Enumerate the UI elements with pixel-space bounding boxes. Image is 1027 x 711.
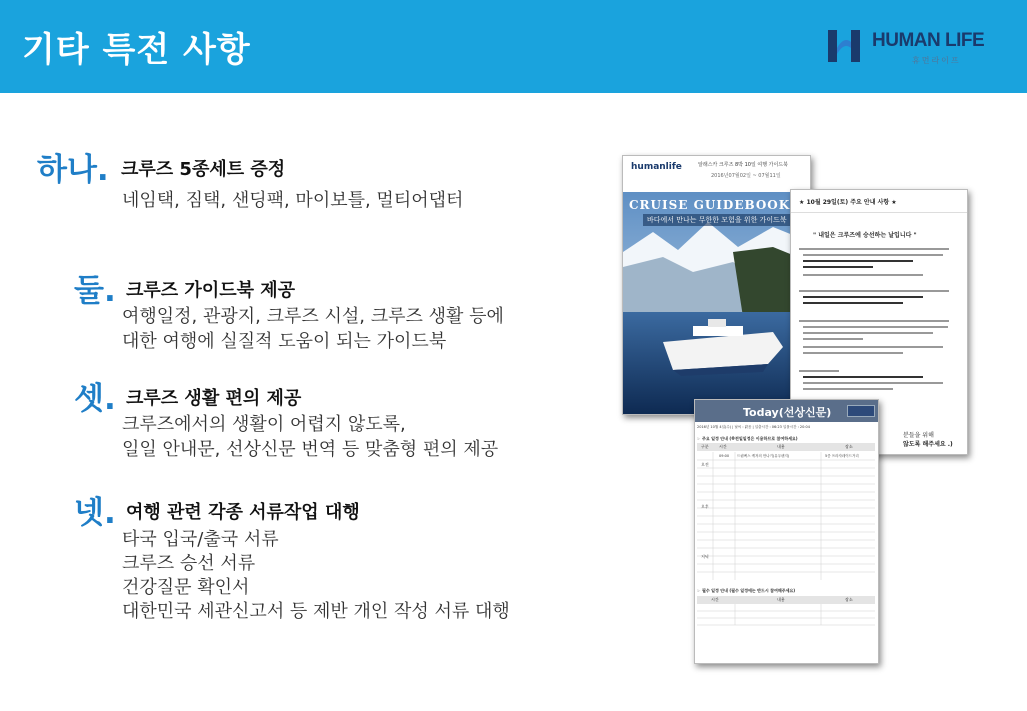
guidebook-title: CRUISE GUIDEBOOK (629, 198, 791, 212)
guidebook-brand: humanlife (631, 162, 682, 172)
notice-closing-2: 않도록 해주세요 .) (903, 441, 953, 448)
logo-h-icon (826, 26, 862, 66)
section-1-number: 하나. (37, 152, 109, 188)
schedule-first-item: 드림팩스 케저의 만나기(뮤우팬지) (737, 454, 790, 458)
section-3-number: 셋. (74, 381, 116, 417)
section-2-title: 크루즈 가이드북 제공 (126, 280, 296, 301)
period-evening: 저녁 (701, 554, 709, 559)
guidebook-cover-image (622, 155, 811, 415)
required-table-grid (697, 604, 875, 626)
period-morning: 오전 (701, 462, 709, 467)
section-3-title: 크루즈 생활 편의 제공 (126, 388, 302, 409)
guidebook-subtitle: 바다에서 만나는 무한한 모험을 위한 가이드북 (643, 214, 791, 226)
section-3-line: 크루즈에서의 생활이 어렵지 않도록, (122, 414, 406, 435)
section-4-line: 건강질문 확인서 (122, 577, 250, 598)
logo-subtext: 휴먼라이프 (912, 56, 961, 65)
section-4-line: 타국 입국/출국 서류 (122, 529, 279, 550)
col-category: 구분 (701, 444, 709, 449)
section-1-title: 크루즈 5종세트 증정 (121, 159, 286, 180)
section-4-line: 대한민국 세관신고서 등 제반 개인 작성 서류 대행 (122, 601, 510, 622)
guidebook-heading: 알래스카 크루즈 8박 10일 여행 가이드북 (698, 162, 788, 168)
newspaper-section-2: ☞ 필수 일정 안내 (필수 일정에는 반드시 참여해주세요) (697, 588, 796, 593)
section-2-line: 여행일정, 관광지, 크루즈 시설, 크루즈 생활 등에 (122, 306, 504, 327)
logo-text: HUMAN LIFE (872, 30, 985, 51)
col-time: 시간 (719, 444, 727, 449)
section-4-title: 여행 관련 각종 서류작업 대행 (126, 502, 360, 523)
schedule-first-time: 09:00 (719, 454, 730, 458)
ship-newspaper-document (694, 399, 879, 664)
page-title: 기타 특전 사항 (22, 30, 251, 70)
guidebook-dates: 2016년07월02일 ~ 07월11일 (711, 173, 781, 179)
section-1-line: 네임택, 짐택, 샌딩팩, 마이보틀, 멀티어댑터 (122, 190, 464, 211)
section-3-line: 일일 안내문, 선상신문 번역 등 맞춤형 편의 제공 (122, 439, 499, 460)
notice-closing: 분들을 위해 (903, 432, 934, 439)
col-place: 장소 (845, 444, 853, 449)
col-content: 내용 (777, 444, 785, 449)
col2-time: 시간 (711, 597, 719, 602)
header-bar (0, 0, 1027, 93)
section-2-line: 대한 여행에 실질적 도움이 되는 가이드북 (122, 331, 447, 352)
col2-content: 내용 (777, 597, 785, 602)
newspaper-section-1: ☞ 주요 일정 안내 (※전일일정은 이용하므로 참여하세요) (697, 436, 798, 441)
notice-title: " 내일은 크루즈에 승선하는 날입니다 " (813, 232, 917, 239)
section-2-number: 둘. (74, 273, 116, 309)
schedule-table-header (697, 443, 875, 451)
schedule-first-place: 5층 프라자데이드거리 (825, 454, 859, 458)
schedule-table-grid (697, 452, 875, 580)
period-afternoon: 오후 (701, 504, 709, 509)
newspaper-header (695, 400, 878, 422)
required-table-header (697, 596, 875, 604)
section-4-line: 크루즈 승선 서류 (122, 553, 256, 574)
col2-place: 장소 (845, 597, 853, 602)
human-life-logo (826, 26, 996, 70)
guidebook-header (623, 156, 810, 192)
cruise-line-logo (847, 405, 875, 417)
newspaper-title: Today(선상신문) (743, 406, 832, 419)
notice-header-text: ★ 10월 29일(토) 주요 안내 사항 ★ (799, 199, 897, 206)
notice-header (791, 190, 967, 213)
section-4-number: 넷. (74, 495, 116, 531)
newspaper-info-row: 2016년 10월 4일(수) | 날씨 : 맑음 | 일출시간 : 06:23 일몰시간 : 20:04 (697, 425, 810, 429)
